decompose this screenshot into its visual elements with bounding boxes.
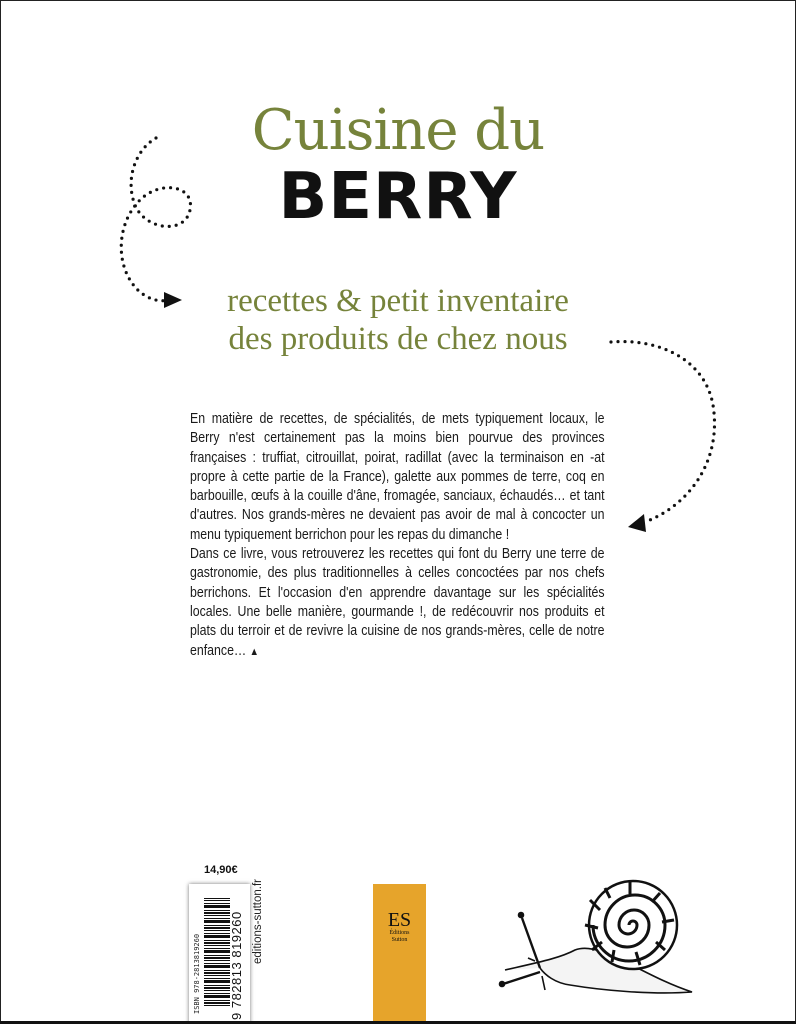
blurb-paragraph-2 (190, 545, 605, 662)
title-cuisine-du: Cuisine du (251, 98, 545, 163)
price: 14,90€ (204, 864, 238, 876)
subtitle-line-1: recettes & petit inventaire (227, 283, 569, 319)
publisher-name-line-1: Éditions (389, 930, 410, 936)
title-berry: BERRY (278, 160, 518, 234)
subtitle-line-2: des produits de chez nous (228, 321, 568, 357)
blurb-paragraph-1: En matière de recettes, de spécialités, de mets typiquement locaux, le Berry n'est certainement pas la moins bien pourvue des provinces françaises : truffiat, citrouillat, poirat, radillat (avec la terminaison en -at propre à cette partie de la France), galette aux pommes de terre, coq en barbouille, œufs à la couille d'âne, fromagée, sanciaux, échaudés… et tant d'autres. Nos grands-mères ne devaient pas avoir de mal à concocter un menu typiquement berrichon pour les repas du dimanche ! (190, 411, 605, 543)
website-text: editions-sutton.fr (252, 878, 264, 964)
arrowhead-right (628, 514, 646, 532)
dotted-arrow-right (611, 342, 715, 522)
isbn-label: ISBN 978-2813819260 (193, 933, 201, 1014)
publisher-logo-mark: ES (387, 909, 412, 931)
snail-illustration (500, 881, 693, 993)
publisher-logo (373, 884, 426, 1024)
chef-hat-icon: ▲ (249, 645, 259, 658)
isbn-barcode (189, 884, 250, 1024)
barcode-number: 9 782813 819260 (229, 911, 244, 1020)
publisher-website (250, 878, 270, 1024)
publisher-name-line-2: Sutton (391, 937, 408, 943)
barcode-bars (204, 898, 230, 1006)
back-cover-blurb (190, 410, 605, 662)
blurb-paragraph-2-text: Dans ce livre, vous retrouverez les recettes qui font du Berry une terre de gastronomie, des plus traditionnelles à celles concoctées par nos chefs berrichons. Et l'occasion d'en apprendre davantage sur les spécialités locales. Une belle manière, gourmande !, de redécouvrir nos produits et plats du terroir et de revivre la cuisine de nos grands-mères, celle de notre enfance… (190, 546, 605, 659)
